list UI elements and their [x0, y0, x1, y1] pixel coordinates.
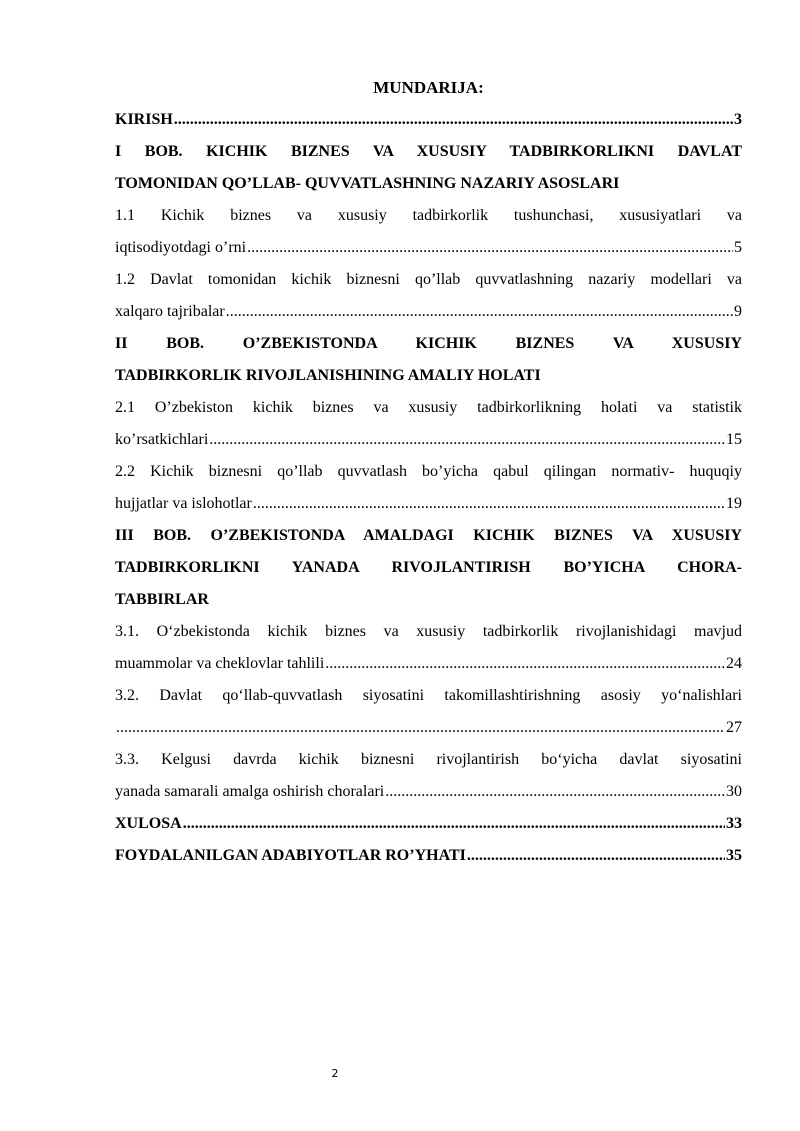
toc-entry — [115, 840, 742, 872]
toc-entry-text: muammolar va cheklovlar tahlili — [115, 655, 325, 672]
dot-leader — [247, 232, 733, 264]
toc-entry — [115, 136, 742, 200]
toc-entry-line: TADBIRKORLIKNI YANADA RIVOJLANTIRISH BO’YICHA CHORA- — [115, 559, 742, 576]
toc-entry-line: 3.3. Kelgusi davrda kichik biznesni rivojlantirish bo‘yicha davlat siyosatini — [115, 751, 742, 768]
toc-entry-last-line — [115, 648, 742, 680]
toc-entry — [115, 520, 742, 616]
dot-leader — [183, 808, 725, 840]
toc-entry-line: 2.1 O’zbekiston kichik biznes va xususiy tadbirkorlikning holati va statistik — [115, 399, 742, 416]
toc-entry-text: yanada samarali amalga oshirish choralari — [115, 783, 385, 800]
toc-entry-last-line: TABBIRLAR — [115, 591, 209, 608]
toc-page-number: 5 — [734, 239, 742, 256]
toc-page-number: 33 — [726, 815, 742, 832]
toc-entry-text: FOYDALANILGAN ADABIYOTLAR RO’YHATI — [115, 847, 466, 864]
toc-entry — [115, 328, 742, 392]
toc-page-number: 15 — [726, 431, 742, 448]
toc-entry-last-line — [115, 232, 742, 264]
toc-page-number: 3 — [734, 111, 742, 128]
toc-page-number: 30 — [726, 783, 742, 800]
dot-leader — [226, 296, 733, 328]
toc-entry-last-line — [115, 712, 742, 744]
toc-page-number: 9 — [734, 303, 742, 320]
toc-entry-text: XULOSA — [115, 815, 182, 832]
toc-entry-line: 3.2. Davlat qo‘llab-quvvatlash siyosatini takomillashtirishning asosiy yo‘nalishlari — [115, 687, 742, 704]
dot-leader — [116, 712, 725, 744]
toc-entry — [115, 200, 742, 264]
toc-entry — [115, 392, 742, 456]
dot-leader — [174, 104, 733, 136]
toc-entry-line: I BOB. KICHIK BIZNES VA XUSUSIY TADBIRKORLIKNI DAVLAT — [115, 143, 742, 160]
toc-page-number: 24 — [726, 655, 742, 672]
toc-page-number: 27 — [726, 719, 742, 736]
toc-entry-last-line — [115, 488, 742, 520]
toc-entry-text: KIRISH — [115, 111, 173, 128]
toc-entry-line: 2.2 Kichik biznesni qo’llab quvvatlash bo’yicha qabul qilingan normativ- huquqiy — [115, 463, 742, 480]
dot-leader — [253, 488, 725, 520]
toc-entry-line: 1.2 Davlat tomonidan kichik biznesni qo’llab quvvatlashning nazariy modellari va — [115, 271, 742, 288]
toc-entry-last-line: TOMONIDAN QO’LLAB- QUVVATLASHNING NAZARIY ASOSLARI — [115, 175, 620, 192]
toc-entry-line: II BOB. O’ZBEKISTONDA KICHIK BIZNES VA XUSUSIY — [115, 335, 742, 352]
toc-entry-last-line — [115, 776, 742, 808]
toc-title: MUNDARIJA: — [373, 78, 484, 97]
dot-leader — [467, 840, 725, 872]
toc-entry-last-line — [115, 840, 742, 872]
dot-leader — [209, 424, 725, 456]
toc-entry-line: 3.1. O‘zbekistonda kichik biznes va xususiy tadbirkorlik rivojlanishidagi mavjud — [115, 623, 742, 640]
toc-entry — [115, 104, 742, 136]
toc-page-number: 19 — [726, 495, 742, 512]
dot-leader — [385, 776, 725, 808]
page-number: 2 — [331, 1067, 339, 1080]
toc-entry — [115, 680, 742, 744]
toc-entry-last-line — [115, 104, 742, 136]
toc-entry-text: xalqaro tajribalar — [115, 303, 225, 320]
toc-entry-last-line — [115, 296, 742, 328]
toc-entry — [115, 808, 742, 840]
dot-leader — [325, 648, 725, 680]
toc-entry-text: iqtisodiyotdagi o’rni — [115, 239, 247, 256]
toc-entry — [115, 264, 742, 328]
toc-entry-line: 1.1 Kichik biznes va xususiy tadbirkorlik tushunchasi, xususiyatlari va — [115, 207, 742, 224]
toc-entry-last-line — [115, 424, 742, 456]
toc-entry — [115, 456, 742, 520]
toc-entry-text: hujjatlar va islohotlar — [115, 495, 252, 512]
toc-entry-last-line — [115, 808, 742, 840]
toc-entry-text: ko’rsatkichlari — [115, 431, 209, 448]
toc-list — [115, 104, 742, 872]
toc-page-number: 35 — [726, 847, 742, 864]
toc-entry-last-line: TADBIRKORLIK RIVOJLANISHINING AMALIY HOLATI — [115, 367, 541, 384]
toc-entry — [115, 744, 742, 808]
toc-entry — [115, 616, 742, 680]
toc-entry-line: III BOB. O’ZBEKISTONDA AMALDAGI KICHIK BIZNES VA XUSUSIY — [115, 527, 742, 544]
document-page — [115, 74, 742, 872]
